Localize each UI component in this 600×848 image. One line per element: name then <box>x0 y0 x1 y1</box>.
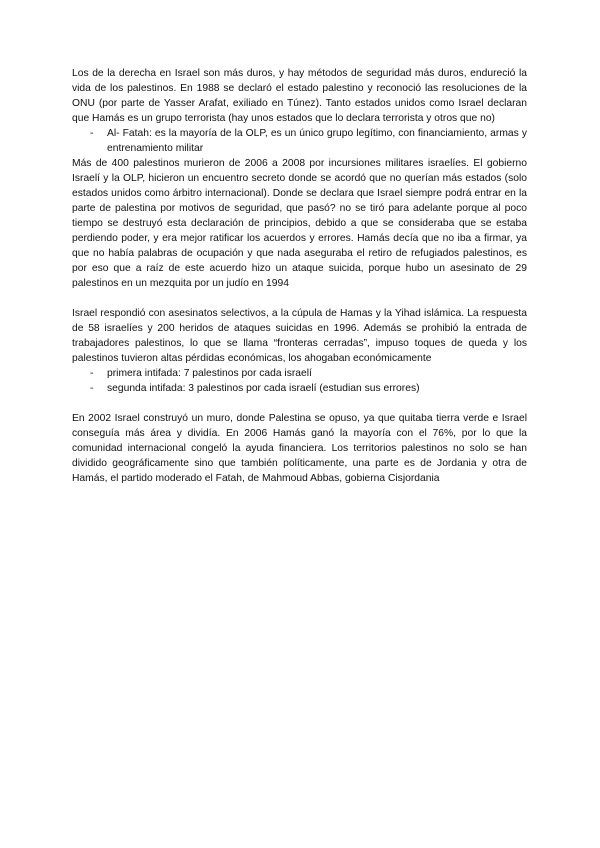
bullet-list-al-fatah <box>72 126 527 156</box>
document-page <box>72 66 527 486</box>
paragraph-wall-and-division: En 2002 Israel construyó un muro, donde Palestina se opuso, ya que quitaba tierra verde e Israel conseguía más área y dividía. En 2006 Hamás ganó la mayoría con el 76%, por lo que la comunidad internacional congeló la ayuda financiera. Los territorios palestinos no solo se han dividido geográficamente sino que también políticamente, una parte es de Jordania y otra de Hamás, el partido moderado el Fatah, de Mahmoud Abbas, gobierna Cisjordania <box>72 413 527 484</box>
bullet-text: Al- Fatah: es la mayoría de la OLP, es un único grupo legítimo, con financiamiento, armas y entrenamiento militar <box>107 128 527 154</box>
bullet-item-al-fatah <box>72 126 527 156</box>
bullet-item-second-intifada <box>72 381 527 396</box>
bullet-list-intifadas <box>72 366 527 396</box>
bullet-dash: - <box>90 368 94 379</box>
bullet-text: primera intifada: 7 palestinos por cada israelí <box>107 368 312 379</box>
bullet-dash: - <box>90 128 94 139</box>
paragraph-spacer <box>72 291 527 306</box>
paragraph-spacer <box>72 396 527 411</box>
bullet-dash: - <box>90 383 94 394</box>
paragraph-israel-response: Israel respondió con asesinatos selectivos, a la cúpula de Hamas y la Yihad islámica. La respuesta de 58 israelíes y 200 heridos de ataques suicidas en 1996. Además se prohibió la entrada de trabajadores palestinos, lo que se llama “fronteras cerradas”, impuso toques de queda y los palestinos tuvieron altas pérdidas económicas, los ahogaban económicamente <box>72 308 527 364</box>
paragraph-right-wing-israel: Los de la derecha en Israel son más duros, y hay métodos de seguridad más duros, endureció la vida de los palestinos. En 1988 se declaró el estado palestino y reconoció las resoluciones de la ONU (por parte de Yasser Arafat, exiliado en Túnez). Tanto estados unidos como Israel declaran que Hamás es un grupo terrorista (hay unos estados que lo declara terrorista y otros que no) <box>72 68 527 124</box>
bullet-text: segunda intifada: 3 palestinos por cada israelí (estudian sus errores) <box>107 383 420 394</box>
paragraph-incursions-and-agreement: Más de 400 palestinos murieron de 2006 a 2008 por incursiones militares israelíes. El gobierno Israelí y la OLP, hicieron un encuentro secreto donde se acordó que no querían más estados (solo estados unidos como árbitro internacional). Donde se declara que Israel siempre podrá entrar en la parte de palestina por motivos de seguridad, que pasó? no se tiró para adelante porque al poco tiempo se destruyó esta declaración de principios, debido a que se consideraba que se estaba perdiendo poder, y era mejor ratificar los acuerdos y errores. Hamás decía que no iba a firmar, ya que no había palabras de ocupación y que nada aseguraba el retiro de refugiados palestinos, es por eso que a raíz de este acuerdo hizo un ataque suicida, porque hubo un asesinato de 29 palestinos en un mezquita por un judío en 1994 <box>72 158 527 289</box>
bullet-item-first-intifada <box>72 366 527 381</box>
